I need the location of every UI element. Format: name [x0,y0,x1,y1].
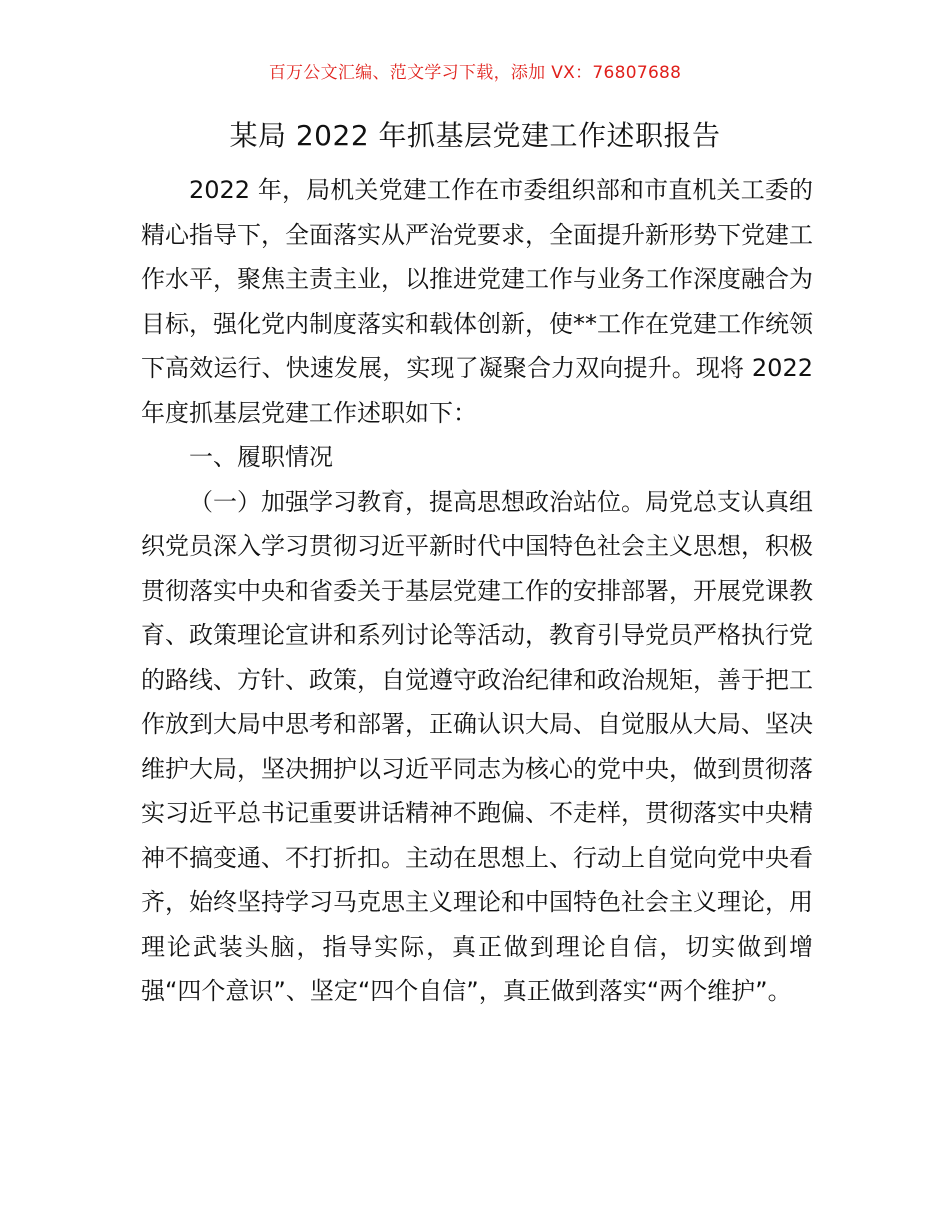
body-paragraph: （一）加强学习教育，提高思想政治站位。局党总支认真组织党员深入学习贯彻习近平新时代中国特色社会主义思想，积极贯彻落实中央和省委关于基层党建工作的安排部署，开展党课教育、政策理论宣讲和系列讨论等活动，教育引导党员严格执行党的路线、方针、政策，自觉遵守政治纪律和政治规矩，善于把工作放到大局中思考和部署，正确认识大局、自觉服从大局、坚决维护大局，坚决拥护以习近平同志为核心的党中央，做到贯彻落实习近平总书记重要讲话精神不跑偏、不走样，贯彻落实中央精神不搞变通、不打折扣。主动在思想上、行动上自觉向党中央看齐，始终坚持学习马克思主义理论和中国特色社会主义理论，用理论武装头脑，指导实际，真正做到理论自信，切实做到增强“四个意识”、坚定“四个自信”，真正做到落实“两个维护”。 [141,487,813,1005]
document-body [141,168,813,1014]
header-watermark-note: 百万公文汇编、范文学习下载，添加 VX：76807688 [268,63,682,83]
section-heading: 一、履职情况 [189,443,333,471]
page-title: 某局 2022 年抓基层党建工作述职报告 [229,119,721,152]
intro-paragraph: 2022 年，局机关党建工作在市委组织部和市直机关工委的精心指导下，全面落实从严治党要求，全面提升新形势下党建工作水平，聚焦主责主业，以推进党建工作与业务工作深度融合为目标，强化党内制度落实和载体创新，使**工作在党建工作统领下高效运行、快速发展，实现了凝聚合力双向提升。现将 2022 年度抓基层党建工作述职如下： [141,176,813,427]
